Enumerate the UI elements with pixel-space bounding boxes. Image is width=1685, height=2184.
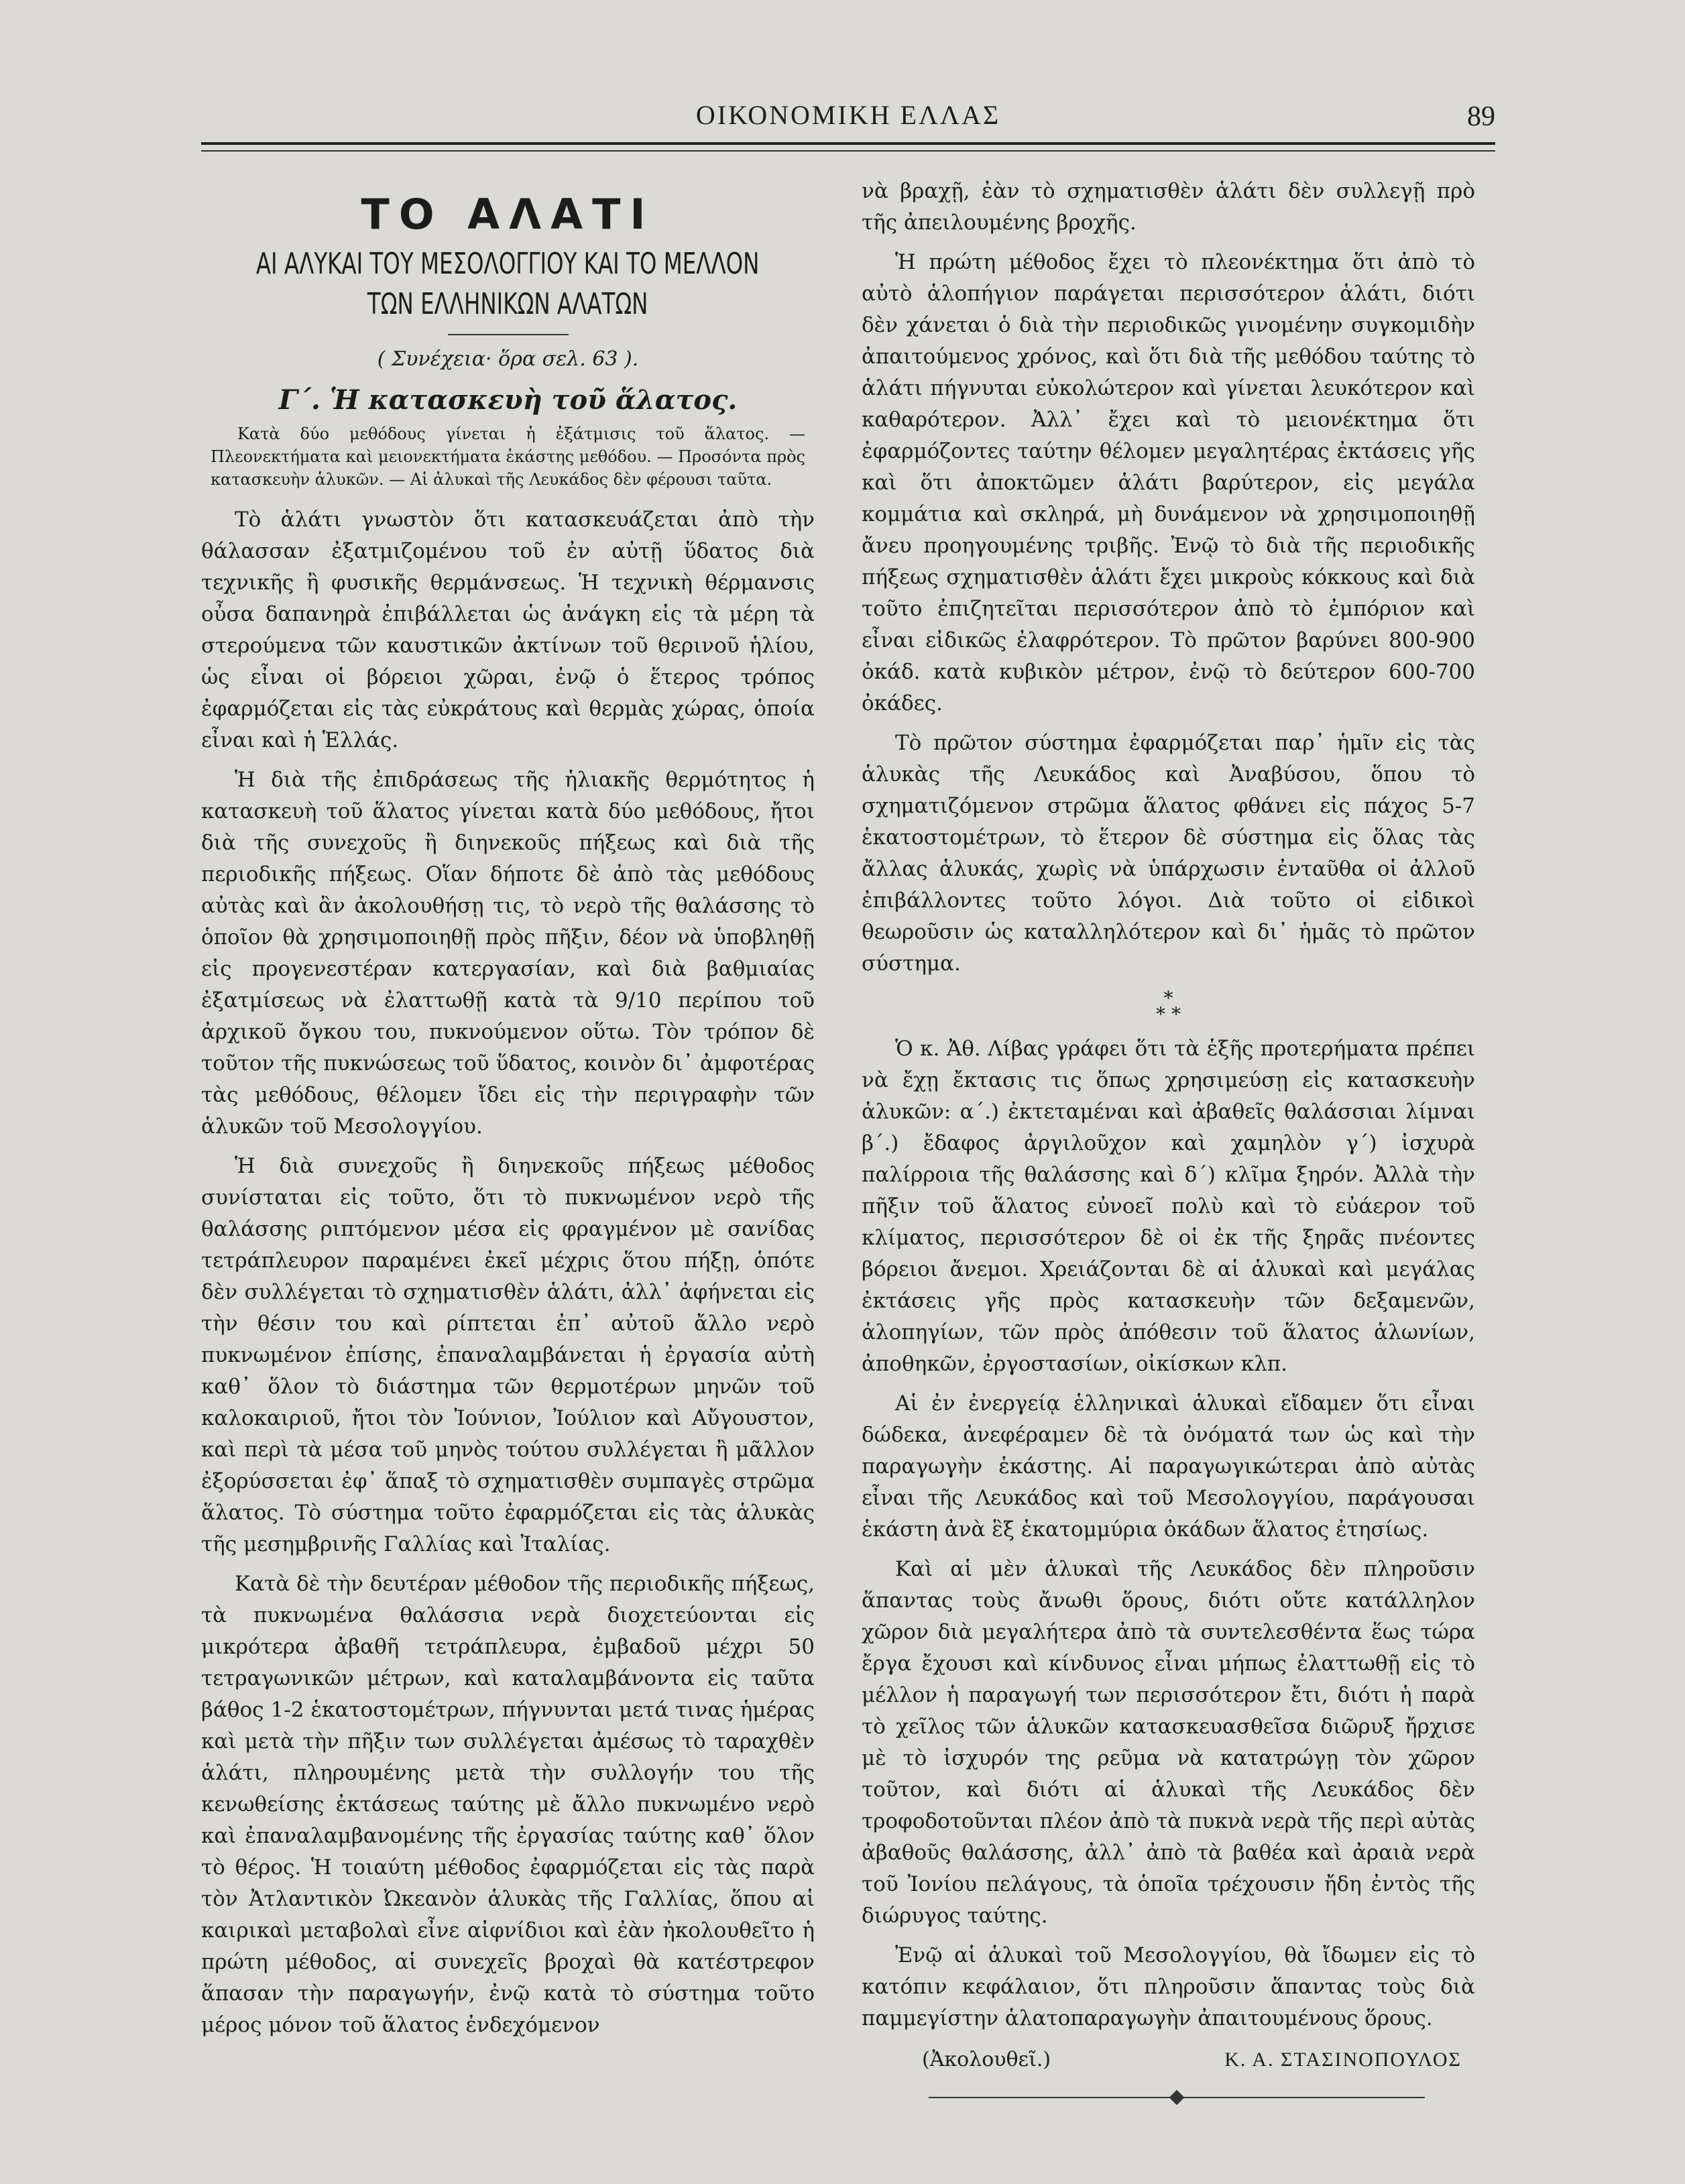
body-paragraph: Ὁ κ. Ἀθ. Λίβας γράφει ὅτι τὰ ἑξῆς προτερήματα πρέπει νὰ ἔχῃ ἔκτασις τις ὅπως χρησιμεύσῃ εἰς κατασκευὴν ἁλυκῶν: α΄.) ἐκτεταμέναι καὶ ἀβαθεῖς θαλάσσιαι λίμναι β΄.) ἔδαφος ἀργιλοῦχον καὶ χαμηλὸν γ΄) ἰσχυρὰ παλίρροια τῆς θαλάσσης καὶ δ΄) κλῖμα ξηρόν. Ἀλλὰ τὴν πῆξιν τοῦ ἅλατος εὐνοεῖ πολὺ καὶ τὸ εὐάερον τοῦ κλίματος, περισσότερον δὲ οἱ ἐκ τῆς ξηρᾶς πνέοντες βόρειοι ἄνεμοι. Χρειάζονται δὲ αἱ ἁλυκαὶ καὶ μεγάλας ἐκτάσεις γῆς πρὸς κατασκευὴν τῶν δεξαμενῶν, ἁλοπηγίων, τῶν πρὸς ἀπόθεσιν τοῦ ἅλατος ἁλωνίων, ἀποθηκῶν, ἐργοστασίων, οἰκίσκων κλπ. <box>862 1037 1475 1376</box>
page-number: 89 <box>1467 101 1495 132</box>
running-header <box>201 99 1495 139</box>
header-rule-thick <box>201 142 1495 145</box>
article-signature <box>862 2044 1475 2075</box>
journal-title: ΟΙΚΟΝΟΜΙΚΗ ΕΛΛΑΣ <box>695 100 1001 130</box>
asterisk-top: * <box>1163 987 1173 1009</box>
body-paragraph: Αἱ ἐν ἐνεργείᾳ ἑλληνικαὶ ἁλυκαὶ εἴδαμεν ὅτι εἶναι δώδεκα, ἀνεφέραμεν δὲ τὰ ὀνόματά των ὡς καὶ τὴν παραγωγὴν ἑκάστης. Αἱ παραγωγικώτεραι ἀπὸ αὐτὰς εἶναι τῆς Λευκάδος καὶ τοῦ Μεσολογγίου, παράγουσαι ἑκάστη ἀνὰ ἓξ ἑκατομμύρια ὀκάδων ἅλατος ἐτησίως. <box>862 1391 1475 1542</box>
body-paragraph: Ἡ διὰ συνεχοῦς ἢ διηνεκοῦς πήξεως μέθοδος συνίσταται εἰς τοῦτο, ὅτι τὸ πυκνωμένον νερὸ τῆς θαλάσσης ριπτόμενον μέσα εἰς φραγμένον μὲ σανίδας τετράπλευρον παραμένει ἐκεῖ μέχρις ὅτου πήξῃ, ὁπότε δὲν συλλέγεται τὸ σχηματισθὲν ἁλάτι, ἀλλ᾽ ἀφήνεται εἰς τὴν θέσιν του καὶ ρίπτεται ἐπ᾽ αὐτοῦ ἄλλο νερὸ πυκνωμένον ἐπίσης, ἐπαναλαμβάνεται ἡ ἐργασία αὐτὴ καθ᾽ ὅλον τὸ διάστημα τῶν θερμοτέρων μηνῶν τοῦ καλοκαιριοῦ, ἤτοι τὸν Ἰούνιον, Ἰούλιον καὶ Αὔγουστον, καὶ περὶ τὰ μέσα τοῦ μηνὸς τούτου συλλέγεται ἢ μᾶλλον ἐξορύσσεται ἐφ᾽ ἅπαξ τὸ σχηματισθὲν συμπαγὲς στρῶμα ἅλατος. Τὸ σύστημα τοῦτο ἐφαρμόζεται εἰς τὰς ἁλυκὰς τῆς μεσημβρινῆς Γαλλίας καὶ Ἰταλίας. <box>201 1154 815 1556</box>
article-subtitle-line2: ΤΩΝ ΕΛΛΗΝΙΚΩΝ ΑΛΑΤΩΝ <box>367 287 648 321</box>
body-paragraph: Ἐνῷ αἱ ἁλυκαὶ τοῦ Μεσολογγίου, θὰ ἴδωμεν εἰς τὸ κατόπιν κεφάλαιον, ὅτι πληροῦσιν ἅπαντας τοὺς διὰ παμμεγίστην ἁλατοπαραγωγὴν ἀπαιτουμένους ὅρους. <box>862 1943 1475 2030</box>
author-name: Κ. Α. ΣΤΑΣΙΝΟΠΟΥΛΟΣ <box>1224 2049 1462 2071</box>
right-column <box>862 176 1475 2098</box>
section-summary: Κατὰ δύο μεθόδους γίνεται ἡ ἐξάτμισις τοῦ ἅλατος. — Πλεονεκτήματα καὶ μειονεκτήματα ἑκάστης μεθόδου. — Προσόντα πρὸς κατασκευὴν ἁλυκῶν. — Αἱ ἁλυκαὶ τῆς Λευκάδος δὲν φέρουσι ταῦτα. <box>211 424 805 489</box>
body-paragraph: Καὶ αἱ μὲν ἁλυκαὶ τῆς Λευκάδος δὲν πληροῦσιν ἅπαντας τοὺς ἄνωθι ὅρους, διότι οὔτε κατάλληλον χῶρον διὰ μεγαλήτερα ἀπὸ τὰ συντελεσθέντα ἕως τώρα ἔργα ἔχουσι καὶ κίνδυνος εἶναι μήπως ἐλαττωθῇ εἰς τὸ μέλλον ἡ παραγωγή των περισσότερον ἔτι, διότι ἡ παρὰ τὸ χεῖλος τῶν ἁλυκῶν κατασκευασθεῖσα διῶρυξ ἤρχισε μὲ τὸ ἰσχυρόν της ρεῦμα νὰ κατατρώγῃ τὸν χῶρον τοῦτον, καὶ διότι αἱ ἁλυκαὶ τῆς Λευκάδος δὲν τροφοδοτοῦνται πλέον ἀπὸ τὰ πυκνὰ νερὰ τῆς περὶ αὐτὰς ἀβαθοῦς θαλάσσης, ἀλλ᾽ ἀπὸ τὰ βαθέα καὶ ἀραιὰ νερὰ τοῦ Ἰονίου πελάγους, τὰ ὁποῖα τρέχουσιν ἤδη ἐντὸς τῆς διώρυγος ταύτης. <box>862 1557 1475 1928</box>
article-title: ΤΟ ΑΛΑΤΙ <box>361 190 655 239</box>
left-column <box>201 182 815 2041</box>
body-paragraph-continued: νὰ βραχῇ, ἐὰν τὸ σχηματισθὲν ἁλάτι δὲν συλλεγῇ πρὸ τῆς ἀπειλουμένης βροχῆς. <box>862 179 1475 235</box>
body-paragraph: Ἡ διὰ τῆς ἐπιδράσεως τῆς ἡλιακῆς θερμότητος ἡ κατασκευὴ τοῦ ἅλατος γίνεται κατὰ δύο μεθόδους, ἤτοι διὰ τῆς συνεχοῦς ἢ διηνεκοῦς πήξεως καὶ διὰ τῆς περιοδικῆς πήξεως. Οἵαν δήποτε δὲ ἀπὸ τὰς μεθόδους αὐτὰς καὶ ἂν ἀκολουθήσῃ τις, τὸ νερὸ τῆς θαλάσσης τὸ ὁποῖον θὰ χρησιμοποιηθῇ πρὸς πῆξιν, δέον νὰ ὑποβληθῇ εἰς προγενεστέραν κατεργασίαν, καὶ διὰ βαθμιαίας ἐξατμίσεως νὰ ἐλαττωθῇ κατὰ τὰ 9/10 περίπου τοῦ ἀρχικοῦ ὄγκου του, πυκνούμενον οὕτω. Τὸν τρόπον δὲ τοῦτον τῆς πυκνώσεως τοῦ ὕδατος, κοινὸν δι᾽ ἀμφοτέρας τὰς μεθόδους, θέλομεν ἴδει εἰς τὴν περιγραφὴν τῶν ἁλυκῶν τοῦ Μεσολογγίου. <box>201 768 815 1139</box>
body-paragraph: Κατὰ δὲ τὴν δευτέραν μέθοδον τῆς περιοδικῆς πήξεως, τὰ πυκνωμένα θαλάσσια νερὰ διοχετεύονται εἰς μικρότερα ἀβαθῆ τετράπλευρα, ἐμβαδοῦ μέχρι 50 τετραγωνικῶν μέτρων, καὶ καταλαμβάνοντα εἰς ταῦτα βάθος 1-2 ἑκατοστομέτρων, πήγνυνται μετά τινας ἡμέρας καὶ μετὰ τὴν πῆξιν των συλλέγεται ἀμέσως τὸ ταραχθὲν ἁλάτι, πληρουμένης μετὰ τὴν συλλογήν του τῆς κενωθείσης ἐκτάσεως ταύτης μὲ ἄλλο πυκνωμένο νερὸ καὶ ἐπαναλαμβανομένης τῆς ἐργασίας ταύτης καθ᾽ ὅλον τὸ θέρος. Ἡ τοιαύτη μέθοδος ἐφαρμόζεται εἰς τὰς παρὰ τὸν Ἀτλαντικὸν Ὠκεανὸν ἁλυκὰς τῆς Γαλλίας, ὅπου αἱ καιρικαὶ μεταβολαὶ εἶνε αἰφνίδιοι καὶ ἐὰν ἠκολουθεῖτο ἡ πρώτη μέθοδος, αἱ συνεχεῖς βροχαὶ θὰ κατέστρεφον ἅπασαν τὴν παραγωγήν, ἐνῷ κατὰ τὸ σύστημα τοῦτο μέρος μόνον τοῦ ἅλατος ἐνδεχόμενον <box>201 1572 815 2037</box>
end-rule <box>929 2097 1425 2098</box>
section-break-asterisks <box>862 987 1475 1025</box>
asterisk-bottom: * * <box>1156 1003 1181 1025</box>
body-paragraph: Τὸ ἁλάτι γνωστὸν ὅτι κατασκευάζεται ἀπὸ τὴν θάλασσαν ἐξατμιζομένου τοῦ ἐν αὐτῇ ὕδατος διὰ τεχνικῆς ἢ φυσικῆς θερμάνσεως. Ἡ τεχνικὴ θέρμανσις οὖσα δαπανηρὰ ἐπιβάλλεται ὡς ἀνάγκη εἰς τὰ μέρη τὰ στερούμενα τῶν καυστικῶν ἀκτίνων τοῦ θερινοῦ ἡλίου, ὡς εἶναι οἱ βόρειοι χῶραι, ἐνῷ ὁ ἕτερος τρόπος ἐφαρμόζεται εἰς τὰς εὐκράτους καὶ θερμὰς χώρας, ὁποία εἶναι καὶ ἡ Ἑλλάς. <box>201 508 815 752</box>
header-rule-thin <box>201 150 1495 152</box>
body-paragraph: Ἡ πρώτη μέθοδος ἔχει τὸ πλεονέκτημα ὅτι ἀπὸ τὸ αὐτὸ ἁλοπήγιον παράγεται περισσότερον ἁλάτι, διότι δὲν χάνεται ὁ διὰ τὴν περιοδικῶς γινομένην συγκομιδὴν ἀπαιτούμενος χρόνος, καὶ ὅτι διὰ τῆς μεθόδου ταύτης τὸ ἁλάτι πήγνυται εὐκολώτερον καὶ γίνεται λευκότερον καὶ καθαρότερον. Ἀλλ᾽ ἔχει καὶ τὸ μειονέκτημα ὅτι ἐφαρμόζοντες ταύτην θέλομεν μεγαλητέρας ἐκτάσεις γῆς καὶ ὅτι ἀποκτῶμεν ἁλάτι βαρύτερον, εἰς μεγάλα κομμάτια καὶ σκληρά, μὴ δυνάμενον νὰ χρησιμοποιηθῇ ἄνευ προηγουμένης τριβῆς. Ἐνῷ τὸ διὰ τῆς περιοδικῆς πήξεως σχηματισθὲν ἁλάτι ἔχει μικροὺς κόκκους καὶ διὰ τοῦτο ἐπιζητεῖται περισσότερον ἀπὸ τὸ ἐμπόριον καὶ εἶναι εἰδικῶς ἐλαφρότερον. Τὸ πρῶτον βαρύνει 800-900 ὀκάδ. κατὰ κυβικὸν μέτρον, ἐνῷ τὸ δεύτερον 600-700 ὀκάδες. <box>862 250 1475 715</box>
article-subtitle-line1: ΑΙ ΑΛΥΚΑΙ ΤΟΥ ΜΕΣΟΛΟΓΓΙΟΥ ΚΑΙ ΤΟ ΜΕΛΛΟΝ <box>256 247 760 281</box>
body-paragraph: Τὸ πρῶτον σύστημα ἐφαρμόζεται παρ᾽ ἡμῖν εἰς τὰς ἁλυκὰς τῆς Λευκάδος καὶ Ἀναβύσου, ὅπου τὸ σχηματιζόμενον στρῶμα ἅλατος φθάνει εἰς πάχος 5-7 ἑκατοστομέτρων, τὸ ἕτερον δὲ σύστημα εἰς ὅλας τὰς ἄλλας ἁλυκάς, χωρὶς νὰ ὑπάρχωσιν ἐνταῦθα οἱ ἀλλοῦ ἐπιβάλλοντες τοῦτο λόγοι. Διὰ τοῦτο οἱ εἰδικοὶ θεωροῦσιν ὡς καταλληλότερον καὶ δι᾽ ἡμᾶς τὸ πρῶτον σύστημα. <box>862 731 1475 976</box>
title-divider <box>448 334 569 335</box>
section-heading: Γ΄. Ἡ κατασκευὴ τοῦ ἅλατος. <box>278 384 738 416</box>
end-ornament <box>1169 2090 1185 2106</box>
continuation-note: ( Συνέχεια· ὅρα σελ. 63 ). <box>377 347 639 371</box>
to-be-continued: (Ἀκολουθεῖ.) <box>922 2048 1051 2071</box>
